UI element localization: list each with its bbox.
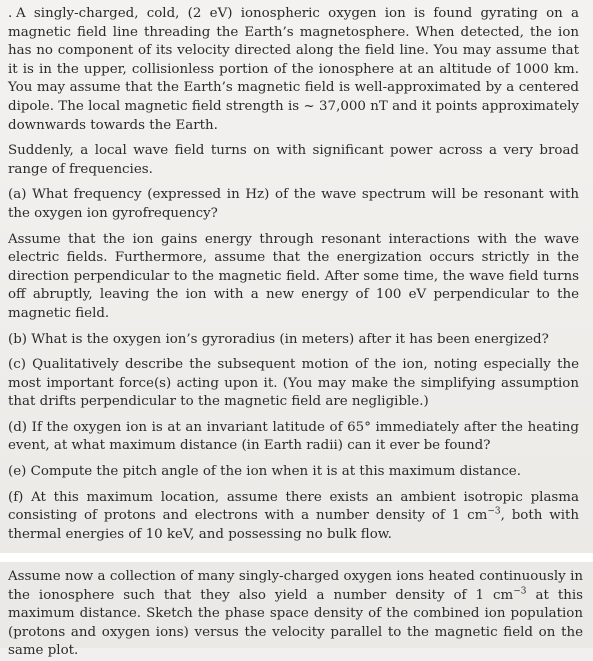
final-paragraph: [8, 568, 583, 661]
final-text-1: Assume now a collection of many singly-charged oxygen ions heated continuously in the ionosphere such that they also yield a number density of 1 cm: [8, 569, 583, 603]
part-a-question: (a) What frequency (expressed in Hz) of the wave spectrum will be resonant with the oxygen ion gyrofrequency?: [8, 187, 579, 221]
followup-panel: [0, 562, 593, 659]
part-d-question: (d) If the oxygen ion is at an invariant latitude of 65° immediately after the heating event, at what maximum distance (in Earth radii) can it ever be found?: [8, 419, 579, 454]
part-f-exponent: −3: [487, 506, 501, 517]
part-f-text-2: , both with thermal energies of 10 keV, and possessing no bulk flow.: [8, 508, 579, 542]
final-exponent: −3: [513, 586, 527, 597]
part-c-question: (c) Qualitatively describe the subsequent motion of the ion, noting especially the most important force(s) acting upon it. (You may make the simplifying assumption that drifts perpendicular to the magnetic field are negligible.): [8, 357, 579, 410]
intro-text: A singly-charged, cold, (2 eV) ionospheric oxygen ion is found gyrating on a magnetic field line threading the Earth’s magnetosphere. When detected, the ion has no component of its velocity directed along the field line. You may assume that it is in the upper, collisionless portion of the ionosphere at an altitude of 1000 km. You may assume that the Earth’s magnetic field is well-approximated by a centered dipole. The local magnetic field strength is ~ 37,000 nT and it points approximately downwards towards the Earth.: [8, 6, 579, 133]
energize-paragraph: Assume that the ion gains energy through resonant interactions with the wave electric fields. Furthermore, assume that the energization occurs strictly in the direction perpendicular to the magnetic field. After some time, the wave field turns off abruptly, leaving the ion with a new energy of 100 eV perpendicular to the magnetic field.: [8, 231, 579, 321]
part-b-question: (b) What is the oxygen ion’s gyroradius (in meters) after it has been energized?: [8, 331, 549, 347]
part-f-question: [8, 489, 579, 545]
intro-paragraph: [8, 5, 579, 135]
final-text-2: at this maximum distance. Sketch the phase space density of the combined ion population (protons and oxygen ions) versus the velocity parallel to the magnetic field on the same plot.: [8, 587, 583, 659]
panel-divider: [0, 553, 593, 562]
wave-paragraph: Suddenly, a local wave field turns on with significant power across a very broad range of frequencies.: [8, 143, 579, 177]
part-f-text-1: (f) At this maximum location, assume there exists an ambient isotropic plasma consisting of protons and electrons with a number density of 1 cm: [8, 489, 579, 524]
part-e-question: (e) Compute the pitch angle of the ion when it is at this maximum distance.: [8, 464, 521, 480]
bullet-mark: .: [8, 6, 13, 21]
